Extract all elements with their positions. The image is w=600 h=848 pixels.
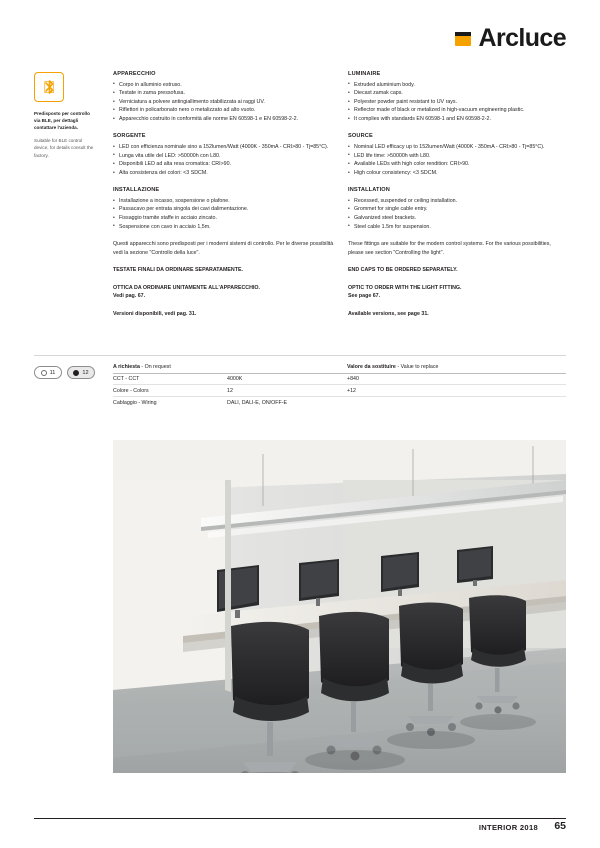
list-item: • Nominal LED efficacy up to 152lumen/Watt (4000K - 350mA - CRI>80 - Tj=85°C). [348,143,566,152]
heading-installazione: INSTALLAZIONE [113,187,160,194]
note-end-caps-en: END CAPS TO BE ORDERED SEPARATELY. [348,267,458,274]
circle-icon [41,370,47,376]
list-item: • High colour consistency: <3 SDCM. [348,169,566,178]
arcluce-logo-mark-icon [455,32,471,46]
cell-extra [467,376,566,382]
column-header-request: A richiesta - On request [113,364,171,370]
list-luminaire [348,81,566,124]
note-optic-page-en: See page 67. [348,293,381,300]
side-note-it: Predisposto per controllo via BLE, per dettagli contattare l'azienda. [34,111,90,131]
list-apparecchio [113,81,335,124]
table-row [113,397,566,408]
cell-replace: +840 [347,376,359,383]
list-item: • Riflettori in policarbonato nero o metalizzato ad alto vuoto. [113,106,335,115]
list-item: • Galvanized steel brackets. [348,214,566,223]
heading-source: SOURCE [348,133,373,140]
options-table [113,364,566,408]
brand-logo [455,26,566,51]
list-item: • LED con efficienza nominale sino a 152lumen/Watt (4000K - 350mA - CRI>80 - Tj=85°C). [113,143,335,152]
cell-value: 4000K [227,376,243,383]
cell-extra [467,400,566,406]
list-item: • Reflector made of black or metalized in high-vacuum engineering plastic. [348,106,566,115]
list-item: • Disponibili LED ad alta resa cromatica: CRI>90. [113,160,335,169]
column-header-replace: Valore da sostituire - Value to replace [347,364,439,370]
office-interior-photo [113,440,566,773]
list-item: • Extruded aluminium body. [348,81,566,90]
list-installazione [113,197,335,231]
cell-label: Cablaggio - Wiring [113,399,157,406]
note-optic-page-it: Vedi pag. 67. [113,293,146,300]
badge-label: 12 [82,369,89,376]
cell-label: CCT - CCT [113,376,140,383]
list-item: • Available LEDs with high color rendition: CRI>90. [348,160,566,169]
table-row [113,385,566,397]
list-item: • Passacavo per entrata singola dei cavi dalimentazione. [113,205,335,214]
badge-11[interactable] [34,366,62,379]
list-item: • LED life time: >50000h with L80. [348,152,566,161]
brand-name: Arcluce [478,24,566,52]
column-header-extra [467,364,566,370]
paragraph-control-systems-en: These fittings are suitable for the modern control systems. For the various possibilities, please see section "Controlling the light". [348,241,551,256]
side-note-en: Suitable for BLE control device, for details consult the factory. [34,138,94,158]
heading-apparecchio: APPARECCHIO [113,71,156,77]
note-versions-it: Versioni disponibili, vedi pag. 31. [113,311,197,318]
cell-value: 12 [227,387,233,394]
footer-label: INTERIOR 2018 [478,823,538,832]
table-header-row [113,364,566,374]
heading-installation: INSTALLATION [348,187,390,194]
note-end-caps-it: TESTATE FINALI DA ORDINARE SEPARATAMENTE. [113,267,243,274]
list-item: • Fissaggio tramite staffe in acciaio zincato. [113,214,335,223]
list-source [348,143,566,177]
list-item: • Apparecchio costruito in conformità alle norme EN 60598-1 e EN 60598-2-2. [113,115,335,124]
note-versions-en: Available versions, see page 31. [348,311,429,318]
english-text-column [348,70,566,319]
note-optic-it: OTTICA DA ORDINARE UNITAMENTE ALL'APPARECCHIO. [113,284,261,291]
cell-replace: +12 [347,387,356,394]
cell-label: Colore - Colors [113,387,149,394]
list-item: • Testate in zama pressofusa. [113,89,335,98]
heading-luminaire: LUMINAIRE [348,71,381,77]
list-item: • Steel cable 1.5m for suspension. [348,223,566,232]
list-installation [348,197,566,231]
note-optic-en: OPTIC TO ORDER WITH THE LIGHT FITTING. [348,284,462,291]
list-item: • Corpo in alluminio estruso. [113,81,335,90]
side-note-block [34,72,96,159]
cell-extra [467,388,566,394]
cell-replace [347,400,467,406]
list-item: • Alta consistenza dei colori: <3 SDCM. [113,169,335,178]
list-item: • Installazione a incasso, sospensione o plafone. [113,197,335,206]
list-item: • Polyester powder paint resistant to UV rays. [348,98,566,107]
list-item: • Diecast zamak caps. [348,89,566,98]
column-header-value [227,364,347,370]
page-number: 65 [554,820,566,832]
cell-value: DALI, DALI-E, ON/OFF-E [227,399,288,406]
circle-filled-icon [73,370,79,376]
heading-sorgente: SORGENTE [113,133,146,140]
section-divider [34,355,566,356]
list-item: • It complies with standards EN 60598-1 and EN 60598-2-2. [348,115,566,124]
table-row [113,374,566,386]
list-item: • Sospensione con cavo in acciaio 1,5m. [113,223,335,232]
badge-12[interactable] [67,366,95,379]
list-sorgente [113,143,335,177]
option-badges [34,366,95,379]
list-item: • Lunga vita utile del LED: >50000h con L80. [113,152,335,161]
list-item: • Grommet for single cable entry. [348,205,566,214]
list-item: • Recessed, suspended or ceiling installation. [348,197,566,206]
italian-text-column [113,70,335,319]
bluetooth-icon [34,72,64,102]
badge-label: 11 [49,369,56,376]
footer-divider [34,818,566,819]
paragraph-control-systems-it: Questi apparecchi sono predisposti per i moderni sistemi di controllo. Per le diverse possibilità vedi la sezione "Controllo della luce". [113,241,334,256]
list-item: • Verniciatura a polvere antingiallimento stabilizzata ai raggi UV. [113,98,335,107]
